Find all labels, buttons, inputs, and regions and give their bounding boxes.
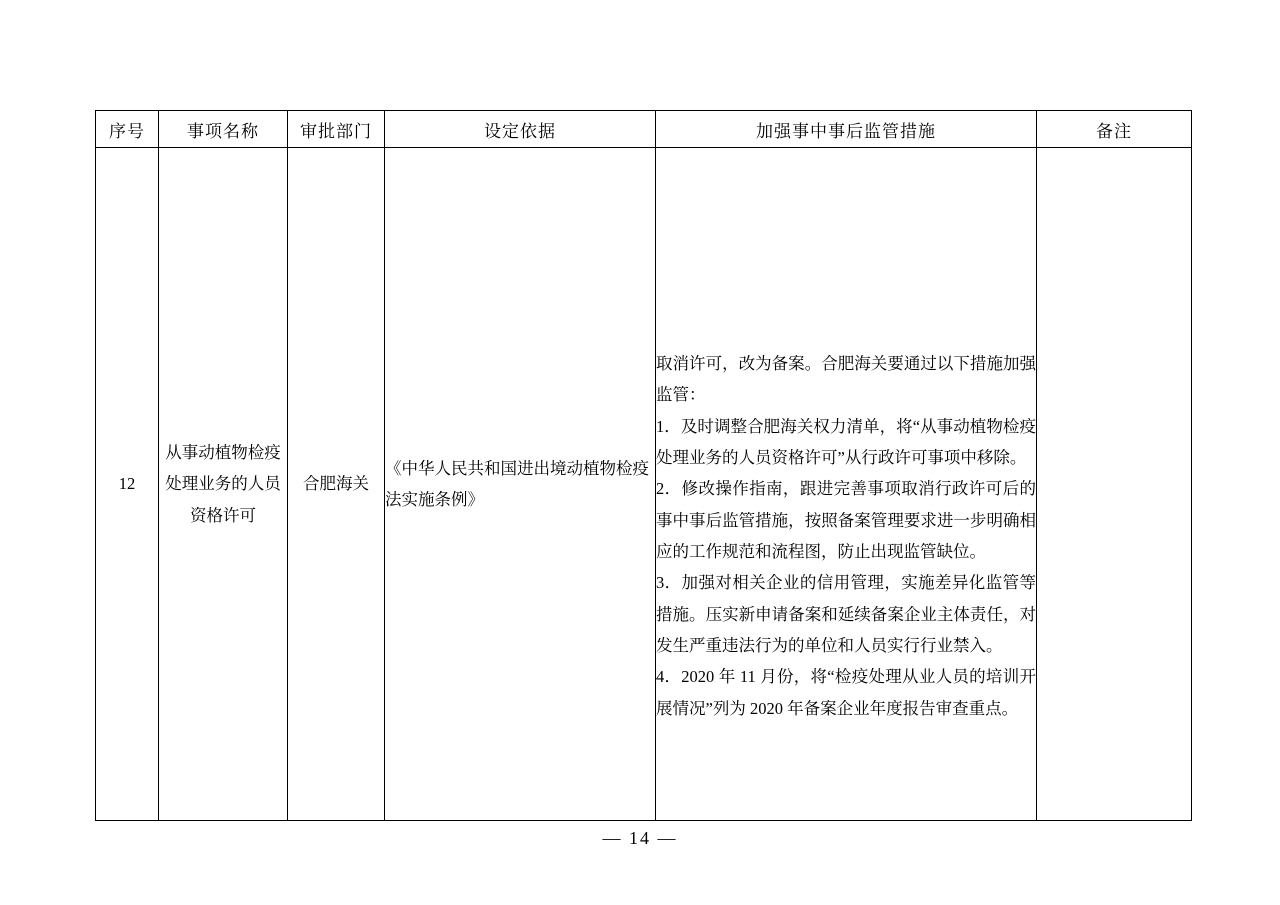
cell-remark	[1037, 148, 1192, 821]
page-number-footer: — 14 —	[602, 828, 678, 848]
column-header-measures: 加强事中事后监管措施	[656, 111, 1037, 148]
column-header-item-name: 事项名称	[159, 111, 288, 148]
measure-paragraph-2: 2．修改操作指南，跟进完善事项取消行政许可后的事中事后监管措施，按照备案管理要求进一步明确相应的工作规范和流程图，防止出现监管缺位。	[656, 479, 1036, 561]
regulation-table	[95, 110, 1192, 821]
column-header-no: 序号	[96, 111, 159, 148]
table-header-row	[96, 111, 1192, 148]
cell-basis: 《中华人民共和国进出境动植物检疫法实施条例》	[385, 148, 656, 821]
column-header-basis: 设定依据	[385, 111, 656, 148]
cell-measures	[656, 148, 1037, 821]
table-body	[96, 148, 1192, 821]
table-row	[96, 148, 1192, 821]
cell-no: 12	[96, 148, 159, 821]
measure-paragraph-4: 4．2020 年 11 月份，将“检疫处理从业人员的培训开展情况”列为 2020 年备案企业年度报告审查重点。	[656, 667, 1036, 718]
table-header	[96, 111, 1192, 148]
cell-item-name: 从事动植物检疫处理业务的人员资格许可	[159, 148, 288, 821]
column-header-department: 审批部门	[288, 111, 385, 148]
measure-paragraph-3: 3．加强对相关企业的信用管理，实施差异化监管等措施。压实新申请备案和延续备案企业主体责任，对发生严重违法行为的单位和人员实行行业禁入。	[656, 573, 1036, 656]
measures-top-spacer	[656, 244, 1036, 348]
cell-department: 合肥海关	[288, 148, 385, 821]
measure-paragraph-1: 1．及时调整合肥海关权力清单，将“从事动植物检疫处理业务的人员资格许可”从行政许可事项中移除。	[656, 416, 1036, 467]
column-header-remark: 备注	[1037, 111, 1192, 148]
measure-paragraph-0: 取消许可，改为备案。合肥海关要通过以下措施加强监管：	[656, 353, 1036, 405]
